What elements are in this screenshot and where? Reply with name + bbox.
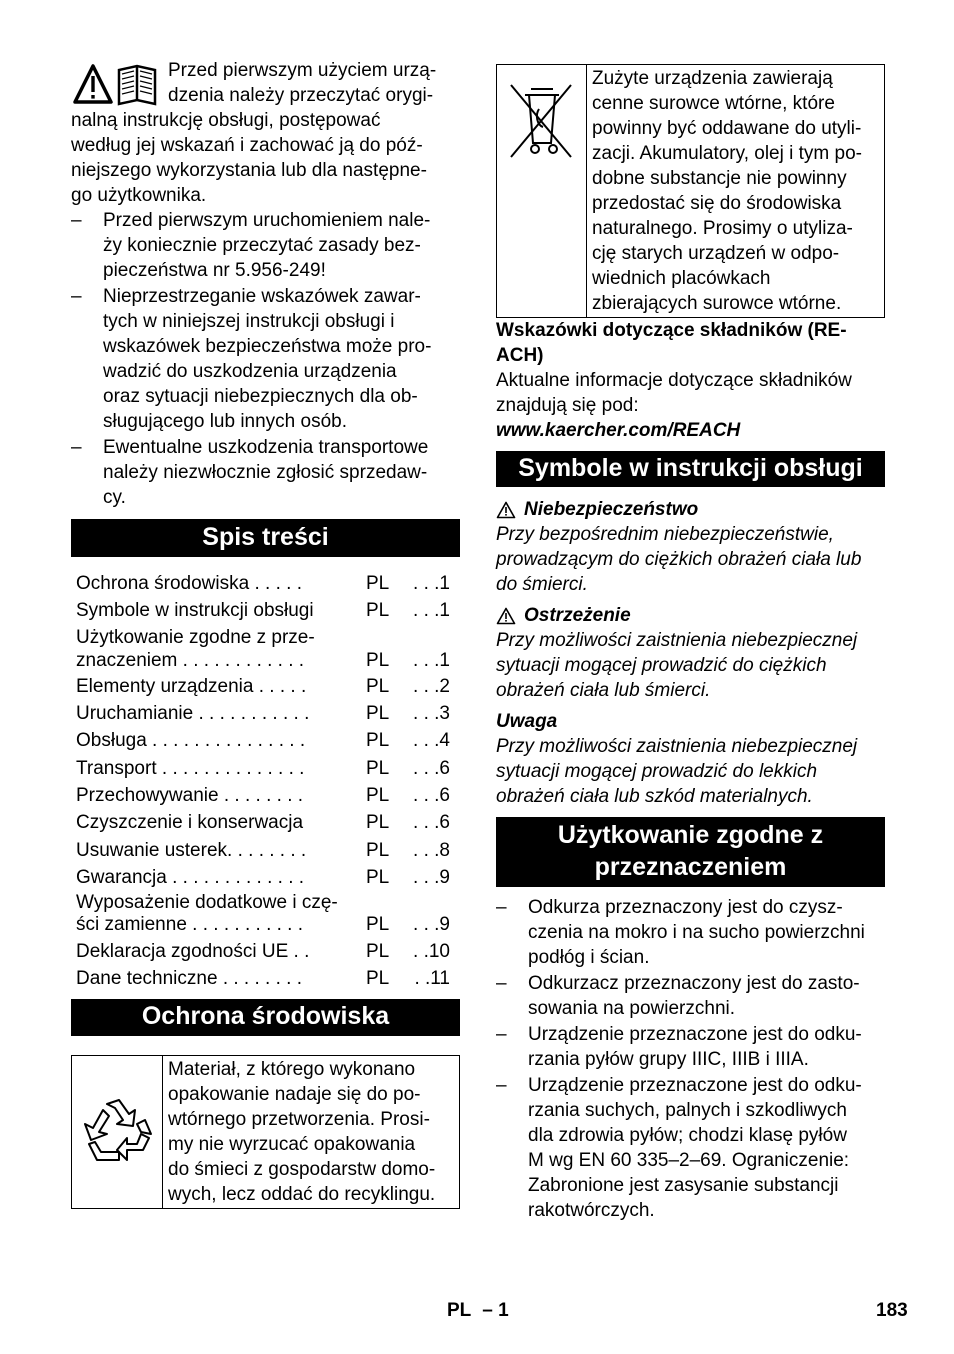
recycle-text: [163, 1056, 439, 1208]
toc-lang: PL: [366, 839, 390, 861]
text-line: wych, lecz oddać do recyklingu.: [168, 1183, 436, 1205]
warning-heading: [496, 603, 885, 628]
text-line: rakotwórczych.: [528, 1200, 655, 1221]
footer-lang: PL: [447, 1300, 471, 1321]
warning-manual-icon: [73, 62, 163, 108]
text-line: powinny być oddawane do utyli-: [592, 118, 862, 139]
usage-bullets: [496, 895, 885, 1223]
list-item: [496, 1022, 885, 1072]
text-line: niejszego wykorzystania lub dla następne-: [71, 160, 427, 181]
toc-lang: PL: [366, 757, 390, 779]
toc-page: . . .8: [413, 839, 450, 861]
toc-row[interactable]: [71, 966, 460, 991]
text-line: do śmierci.: [496, 574, 588, 595]
toc-page: . .11: [414, 967, 450, 989]
text-line: Nieprzestrzeganie wskazówek zawar-: [103, 286, 421, 307]
intro-rest-lines: [71, 108, 460, 208]
recycle-box: [71, 1055, 460, 1209]
text-line: sytuacji mogącej prowadzić do ciężkich: [496, 655, 827, 676]
toc-row[interactable]: [71, 728, 460, 753]
text-line: obrażeń ciała lub szkód materialnych.: [496, 786, 813, 807]
toc-lang: PL: [366, 600, 390, 622]
toc-page: . . .2: [413, 675, 450, 697]
toc-page: . .10: [413, 940, 450, 962]
toc-lang: PL: [366, 675, 390, 697]
warning-triangle-icon: [496, 607, 516, 625]
text-line: dla zdrowia pyłów; chodzi klasę pyłów: [528, 1125, 847, 1146]
text-line: Aktualne informacje dotyczące składników: [496, 370, 852, 391]
toc-row[interactable]: [71, 701, 460, 726]
text-line: zbierających surowce wtórne.: [592, 293, 842, 314]
text-line: wtórnego przetworzenia. Prosi-: [168, 1108, 430, 1130]
usage-heading: [496, 817, 885, 887]
text-line: naturalnego. Prosimy o utyliza-: [592, 218, 853, 239]
toc-page: . . .1: [413, 649, 450, 671]
list-item: [496, 971, 885, 1021]
reach-title: [496, 318, 885, 368]
caution-heading: [496, 709, 885, 734]
toc-row[interactable]: [71, 756, 460, 781]
dash-marker: –: [496, 1024, 507, 1045]
text-line: Urządzenie przeznaczone jest do odku-: [528, 1024, 862, 1045]
intro-bullets: [71, 208, 460, 510]
toc-lang: PL: [366, 914, 390, 936]
text-line: opakowanie nadaje się do po-: [168, 1083, 421, 1105]
toc-page: . . .6: [413, 757, 450, 779]
toc-row[interactable]: [71, 939, 460, 964]
toc-page: . . .9: [413, 866, 450, 888]
text-line: dobne substancje nie powinny: [592, 168, 847, 189]
text-line: przedostać się do środowiska: [592, 193, 842, 214]
toc-title: Obsługa . . . . . . . . . . . . . . .: [76, 730, 306, 752]
toc-title: Przechowywanie . . . . . . . .: [76, 785, 304, 807]
toc-title: Gwarancja . . . . . . . . . . . . .: [76, 866, 305, 888]
text-line: sytuacji mogącej prowadzić do lekkich: [496, 761, 818, 782]
text-line: cję starych urządzeń w odpo-: [592, 243, 840, 264]
toc-row[interactable]: [71, 674, 460, 699]
text-line: obrażeń ciała lub śmierci.: [496, 680, 711, 701]
toc-lang: PL: [366, 703, 390, 725]
text-line: rzania suchych, palnych i szkodliwych: [528, 1100, 847, 1121]
toc-lang: PL: [366, 573, 390, 594]
list-item: [496, 895, 885, 970]
toc-title: [76, 626, 366, 672]
crossed-bin-icon: [509, 81, 575, 161]
toc-lang: PL: [366, 940, 390, 962]
intro-section: [71, 58, 460, 208]
danger-text: [496, 522, 885, 597]
caution-text: [496, 734, 885, 809]
toc-page: . . .4: [413, 730, 450, 752]
toc-title: Dane techniczne . . . . . . . .: [76, 967, 302, 989]
text-line: Zabronione jest zasysanie substancji: [528, 1175, 839, 1196]
recycle-icon-cell: [72, 1056, 163, 1208]
list-item: [496, 1073, 885, 1223]
heading-line: przeznaczeniem: [594, 853, 787, 881]
toc-title: [76, 892, 366, 936]
toc-row[interactable]: [71, 865, 460, 890]
toc-row[interactable]: [71, 810, 460, 835]
text-line: należy niezwłocznie zgłosić sprzedaw-: [103, 462, 428, 483]
text-line: ACH): [496, 345, 544, 366]
toc-title-line: znaczeniem . . . . . . . . . . . .: [76, 649, 305, 671]
footer-page-label: [447, 1298, 509, 1323]
danger-heading: [496, 497, 885, 522]
text-line: według jej wskazań i zachować ją do póź-: [71, 135, 423, 156]
text-line: tych w niniejszej instrukcji obsługi i: [103, 311, 395, 332]
text-line: Wskazówki dotyczące składników (RE-: [496, 320, 847, 341]
toc-lang: PL: [366, 785, 390, 807]
list-item: [71, 435, 460, 510]
text-line: sowania na powierzchni.: [528, 998, 736, 1019]
toc-row[interactable]: [71, 892, 460, 936]
toc-title: Elementy urządzenia . . . . .: [76, 675, 307, 697]
text-line: Przed pierwszym uruchomieniem nale-: [103, 210, 431, 231]
dash-marker: –: [496, 1075, 507, 1096]
toc-title: Symbole w instrukcji obsługi: [76, 600, 314, 622]
text-line: rzania pyłów grupy IIIC, IIIB i IIIA.: [528, 1049, 809, 1070]
text-line: ży koniecznie przeczytać zasady bez-: [103, 235, 421, 256]
text-line: Odkurza przeznaczony jest do czysz-: [528, 897, 843, 918]
toc-title-line: Wyposażenie dodatkowe i czę-: [76, 892, 338, 914]
toc-lang: PL: [366, 649, 390, 671]
text-line: Odkurzacz przeznaczony jest do zasto-: [528, 973, 860, 994]
text-line: prowadzącym do ciężkich obrażeń ciała lub: [496, 549, 862, 570]
heading-line: Użytkowanie zgodne z: [557, 821, 824, 849]
text-line: zacji. Akumulatory, olej i tym po-: [592, 143, 862, 164]
weee-icon-cell: [497, 65, 587, 317]
reach-text: [496, 368, 885, 418]
text-line: wskazówek bezpieczeństwa może pro-: [103, 336, 432, 357]
warning-triangle-icon: [496, 501, 516, 519]
text-line: pieczeństwa nr 5.956-249!: [103, 260, 326, 281]
danger-title: Niebezpieczeństwo: [524, 499, 699, 520]
toc-lang: PL: [366, 730, 390, 752]
text-line: Urządzenie przeznaczone jest do odku-: [528, 1075, 862, 1096]
text-line: Zużyte urządzenia zawierają: [592, 68, 833, 89]
text-line: Ewentualne uszkodzenia transportowe: [103, 437, 429, 458]
text-line: cenne surowce wtórne, które: [592, 93, 835, 114]
text-line: wiednich placówkach: [592, 268, 771, 289]
toc-title-line: ści zamienne . . . . . . . . . . .: [76, 914, 304, 936]
text-line: nalną instrukcję obsługi, postępować: [71, 110, 381, 131]
dash-marker: –: [496, 897, 507, 918]
dash-marker: –: [496, 973, 507, 994]
text-line: my nie wyrzucać opakowania: [168, 1133, 416, 1155]
text-line: Materiał, z którego wykonano: [168, 1058, 416, 1080]
footer-dash-number: – 1: [482, 1300, 509, 1321]
text-line: cy.: [103, 487, 126, 508]
text-line: czenia na mokro i na sucho powierzchni: [528, 922, 865, 943]
toc-lang: PL: [366, 967, 390, 989]
toc-row[interactable]: [71, 598, 460, 623]
reach-url-link[interactable]: www.kaercher.com/REACH: [496, 420, 741, 441]
toc-row[interactable]: [71, 783, 460, 808]
weee-box: [496, 64, 885, 318]
recycle-icon: [79, 1094, 155, 1170]
toc-lang: PL: [366, 812, 390, 834]
dash-marker: –: [71, 210, 82, 231]
warning-text: [496, 628, 885, 703]
env-heading: Ochrona środowiska: [71, 999, 460, 1036]
toc-row[interactable]: [71, 838, 460, 863]
caution-title: Uwaga: [496, 711, 558, 732]
right-column: [496, 64, 885, 1223]
text-line: M wg EN 60 335–2–69. Ograniczenie:: [528, 1150, 850, 1171]
toc-title-line: Użytkowanie zgodne z prze-: [76, 626, 315, 648]
toc-page: . . .9: [413, 914, 450, 936]
toc-lang: PL: [366, 866, 390, 888]
toc-heading: Spis treści: [71, 519, 460, 557]
toc-page: . . .1: [413, 573, 450, 594]
text-line: sługującego lub innych osób.: [103, 411, 348, 432]
text-line: znajdują się pod:: [496, 395, 639, 416]
text-line: Przy możliwości zaistnienia niebezpiecznej: [496, 736, 858, 757]
text-line: go użytkownika.: [71, 185, 207, 206]
toc-row[interactable]: [71, 626, 460, 672]
weee-text: [587, 65, 866, 317]
list-item: [71, 284, 460, 434]
text-line: oraz sytuacji niebezpiecznych dla ob-: [103, 386, 418, 407]
text-line: wadzić do uszkodzenia urządzenia: [103, 361, 397, 382]
toc-title: Czyszczenie i konserwacja: [76, 812, 304, 834]
toc-page: . . .3: [413, 703, 450, 725]
text-line: do śmieci z gospodarstw domo-: [168, 1158, 436, 1180]
toc-title: Usuwanie usterek. . . . . . . .: [76, 839, 307, 861]
text-line: Przy bezpośrednim niebezpieczeństwie,: [496, 524, 834, 545]
dash-marker: –: [71, 437, 82, 458]
dash-marker: –: [71, 286, 82, 307]
text-line: podłóg i ścian.: [528, 947, 650, 968]
toc-page: . . .1: [413, 600, 450, 622]
toc-row[interactable]: [71, 571, 460, 596]
left-column: [71, 58, 460, 1209]
symbols-heading: Symbole w instrukcji obsługi: [496, 451, 885, 487]
intro-icons: [73, 62, 163, 108]
toc-title: Deklaracja zgodności UE . .: [76, 940, 310, 962]
toc-title: Transport . . . . . . . . . . . . . .: [76, 757, 305, 779]
footer-page-number: 183: [876, 1300, 908, 1321]
table-of-contents: [71, 571, 460, 991]
text-line: Przy możliwości zaistnienia niebezpiecznej: [496, 630, 858, 651]
text-line: dzenia należy przeczytać orygi-: [168, 85, 434, 106]
toc-title: Uruchamianie . . . . . . . . . . .: [76, 703, 310, 725]
toc-page: . . .6: [413, 785, 450, 807]
text-line: Przed pierwszym użyciem urzą-: [168, 60, 437, 81]
toc-page: . . .6: [413, 812, 450, 834]
toc-title: Ochrona środowiska . . . . .: [76, 573, 302, 594]
list-item: [71, 208, 460, 283]
warning-title: Ostrzeżenie: [524, 605, 631, 626]
